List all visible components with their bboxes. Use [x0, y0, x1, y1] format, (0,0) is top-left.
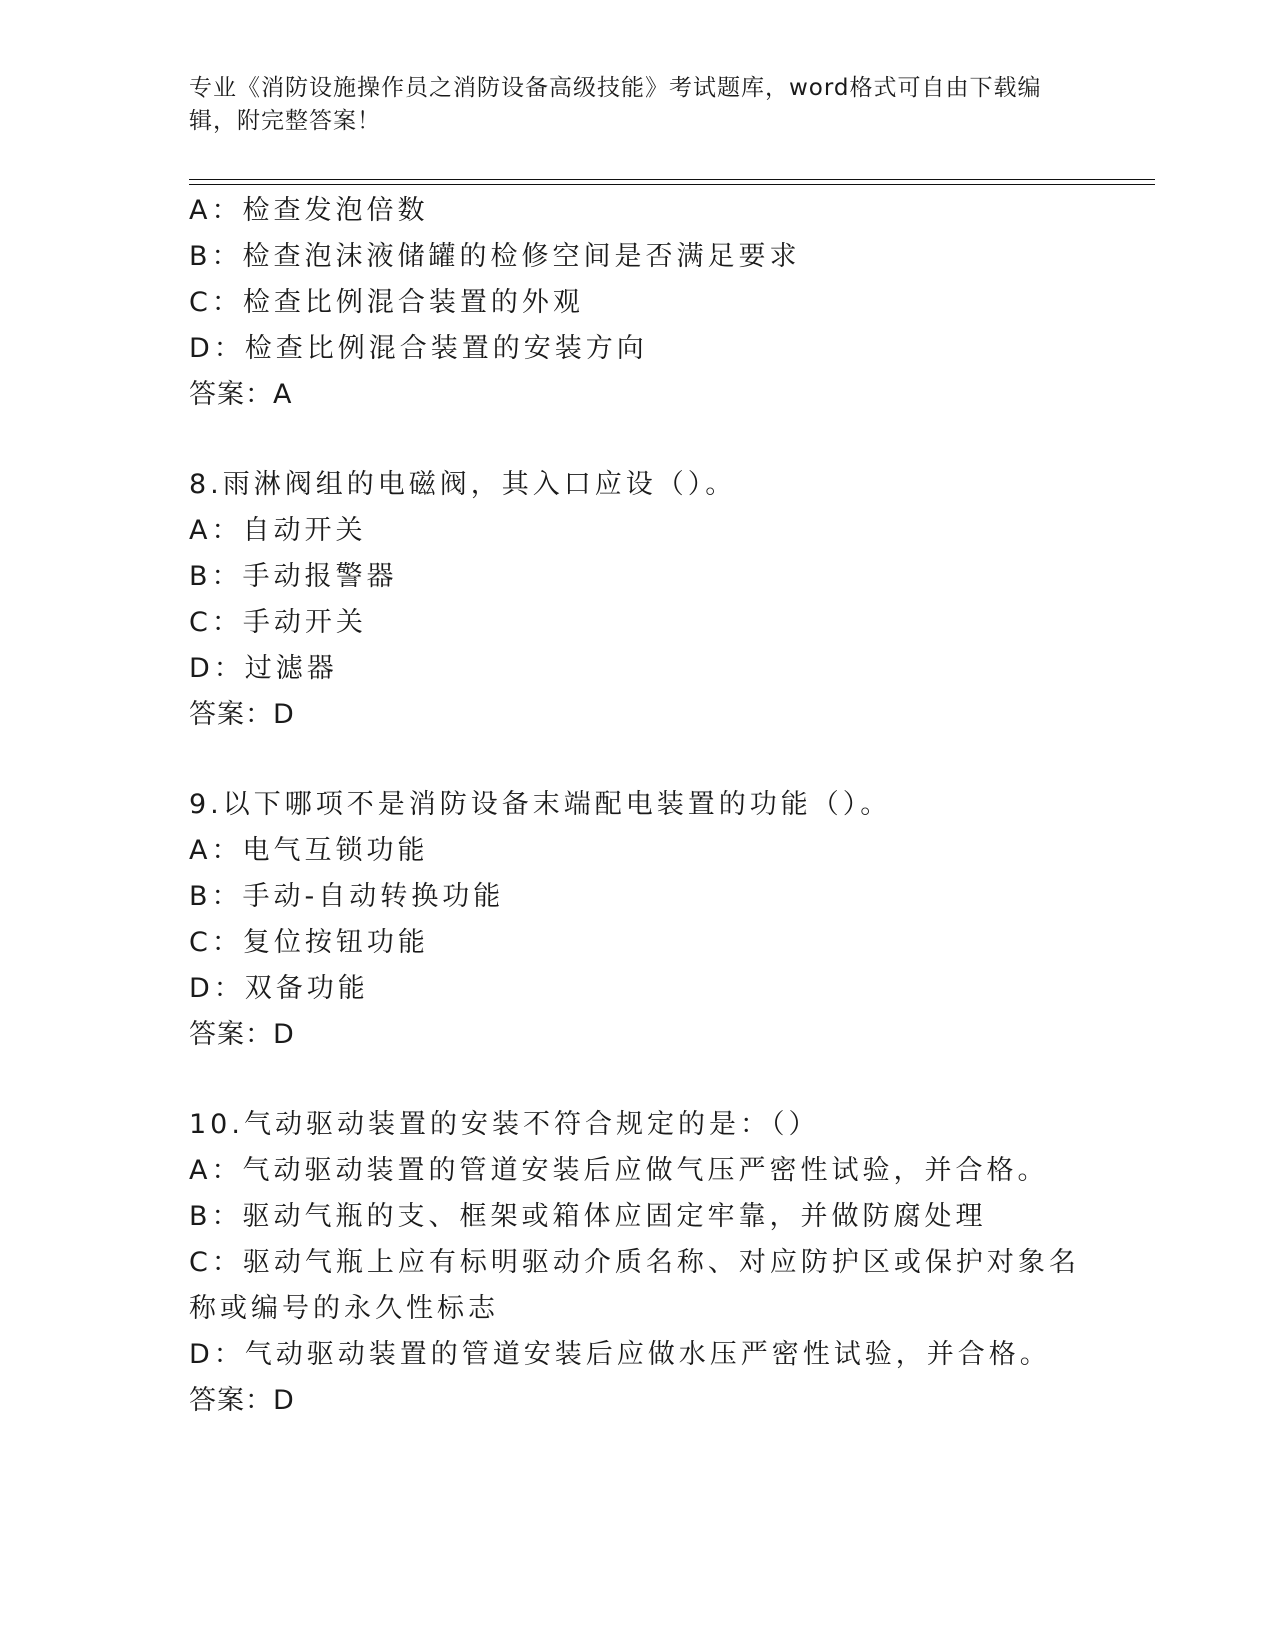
- option-c: C：检查比例混合装置的外观: [189, 287, 584, 318]
- answer: 答案：D: [189, 1019, 295, 1050]
- option-b: B：驱动气瓶的支、框架或箱体应固定牢靠，并做防腐处理: [189, 1201, 987, 1232]
- option-d: D：过滤器: [189, 653, 338, 684]
- question-text: 8.雨淋阀组的电磁阀，其入口应设（）。: [189, 469, 737, 500]
- option-b: B：手动报警器: [189, 561, 398, 592]
- question-block-7: [189, 188, 1089, 418]
- question-text: 9.以下哪项不是消防设备末端配电装置的功能（）。: [189, 789, 892, 820]
- spacer: [189, 738, 1089, 782]
- answer: 答案：A: [189, 379, 293, 410]
- option-a: A：检查发泡倍数: [189, 195, 429, 226]
- option-d: D：气动驱动装置的管道安装后应做水压严密性试验，并合格。: [189, 1339, 1051, 1370]
- option-d: D：双备功能: [189, 973, 369, 1004]
- question-block-9: [189, 782, 1089, 1058]
- option-b: B：手动-自动转换功能: [189, 881, 505, 912]
- option-a: A：自动开关: [189, 515, 367, 546]
- document-body: [189, 188, 1089, 1424]
- question-block-10: [189, 1102, 1089, 1424]
- option-a: A：电气互锁功能: [189, 835, 429, 866]
- spacer: [189, 418, 1089, 462]
- option-b: B：检查泡沫液储罐的检修空间是否满足要求: [189, 241, 801, 272]
- spacer: [189, 1058, 1089, 1102]
- answer: 答案：D: [189, 699, 295, 730]
- question-text: 10.气动驱动装置的安装不符合规定的是：（）: [189, 1109, 820, 1140]
- option-a: A：气动驱动装置的管道安装后应做气压严密性试验，并合格。: [189, 1155, 1049, 1186]
- header-rule-top: [189, 179, 1155, 180]
- option-c: C：复位按钮功能: [189, 927, 429, 958]
- question-block-8: [189, 462, 1089, 738]
- option-c: C：驱动气瓶上应有标明驱动介质名称、对应防护区或保护对象名称或编号的永久性标志: [189, 1247, 1080, 1324]
- option-c: C：手动开关: [189, 607, 367, 638]
- option-d: D：检查比例混合装置的安装方向: [189, 333, 648, 364]
- answer: 答案：D: [189, 1385, 295, 1416]
- header-rule-bottom: [189, 184, 1155, 185]
- document-header: 专业《消防设施操作员之消防设备高级技能》考试题库，word格式可自由下载编辑，附完整答案！: [189, 75, 1042, 134]
